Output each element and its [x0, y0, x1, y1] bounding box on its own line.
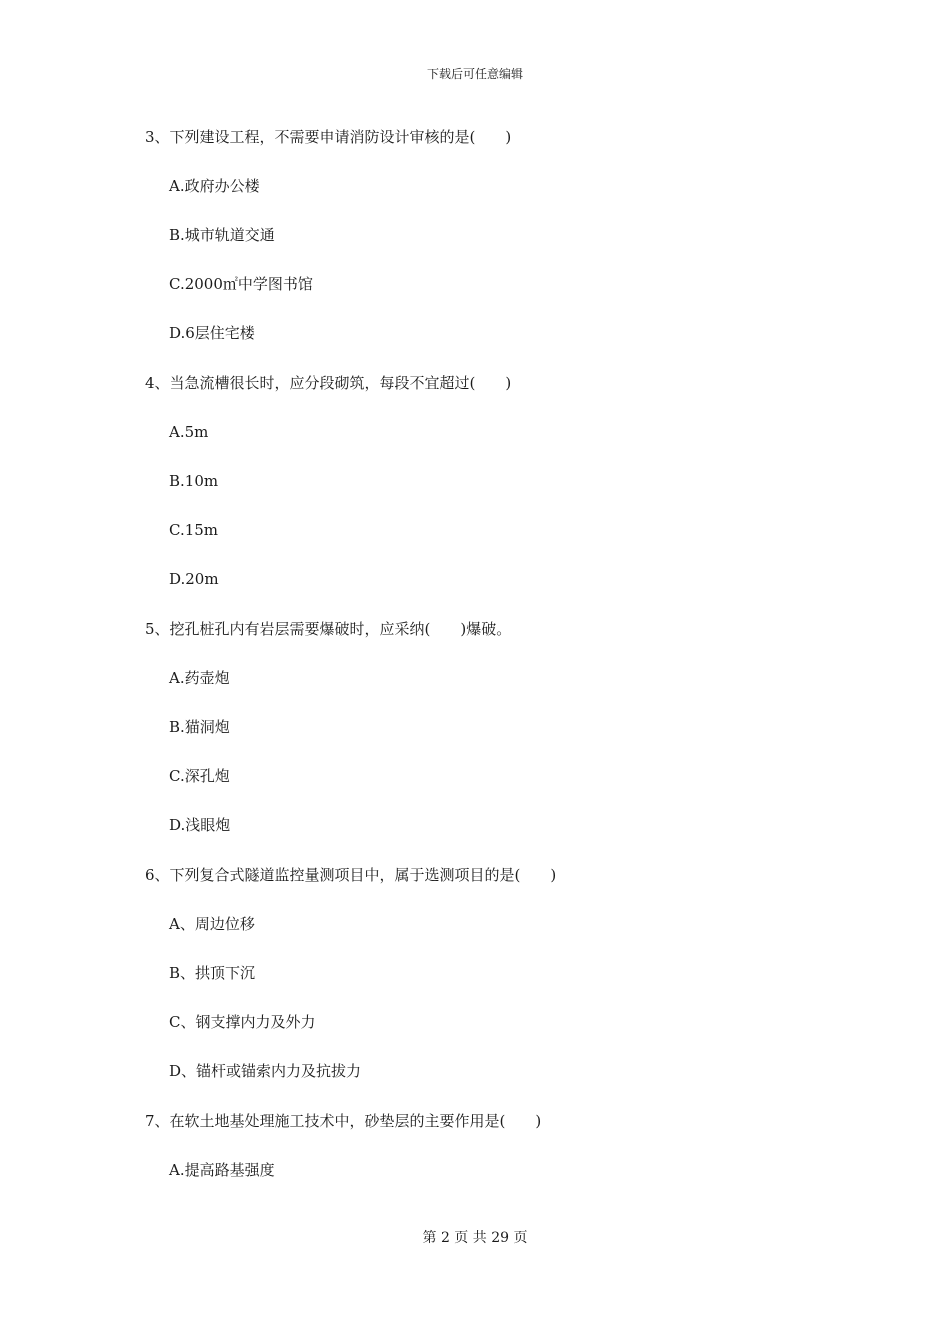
option-3d: D.6层住宅楼 [169, 324, 255, 342]
page-header: 下载后可任意编辑 [426, 67, 523, 81]
option-3b: B.城市轨道交通 [169, 226, 275, 244]
option-3c: C.2000㎡中学图书馆 [169, 275, 313, 293]
option-6d: D、锚杆或锚索内力及抗拔力 [169, 1062, 362, 1080]
option-3a: A.政府办公楼 [169, 177, 260, 195]
option-6b: B、拱顶下沉 [169, 964, 256, 982]
option-5d: D.浅眼炮 [169, 816, 231, 834]
option-4d: D.20m [169, 570, 219, 588]
question-3: 3、下列建设工程，不需要申请消防设计审核的是( ) [145, 128, 512, 146]
option-4b: B.10m [169, 472, 219, 490]
option-6c: C、钢支撑内力及外力 [169, 1013, 316, 1031]
option-5a: A.药壶炮 [169, 669, 230, 687]
question-6: 6、下列复合式隧道监控量测项目中，属于选测项目的是( ) [145, 866, 557, 884]
page-footer: 第 2 页 共 29 页 [422, 1230, 528, 1246]
question-5: 5、挖孔桩孔内有岩层需要爆破时，应采纳( )爆破。 [145, 620, 512, 638]
option-7a: A.提高路基强度 [169, 1161, 275, 1179]
option-4a: A.5m [169, 423, 209, 441]
option-5c: C.深孔炮 [169, 767, 230, 785]
question-4: 4、当急流槽很长时，应分段砌筑，每段不宜超过( ) [145, 374, 512, 392]
question-7: 7、在软土地基处理施工技术中，砂垫层的主要作用是( ) [145, 1112, 542, 1130]
option-6a: A、周边位移 [169, 915, 255, 933]
option-5b: B.猫洞炮 [169, 718, 230, 736]
option-4c: C.15m [169, 521, 219, 539]
